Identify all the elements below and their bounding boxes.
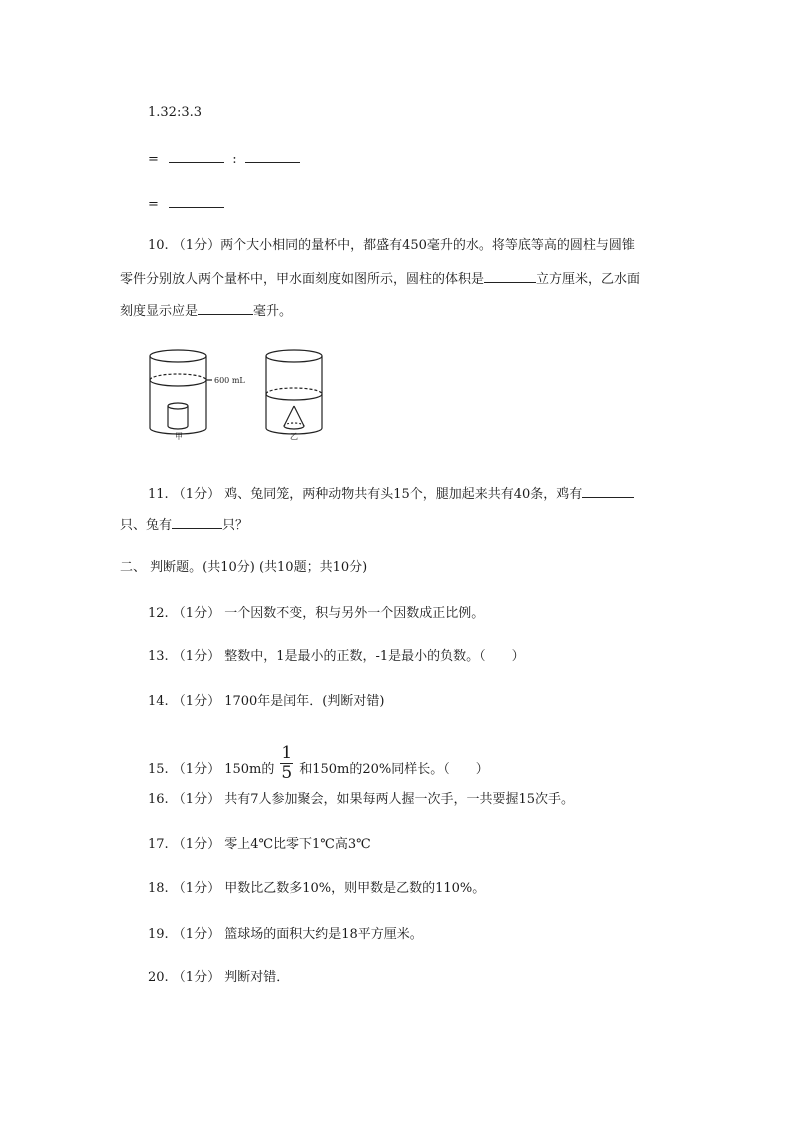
- q10-line-3: [120, 302, 292, 320]
- question-19: 19. （1分） 篮球场的面积大约是18平方厘米。: [148, 927, 423, 942]
- equals-sign: =: [148, 152, 159, 167]
- question-16: 16. （1分） 共有7人参加聚会，如果每两人握一次手，一共要握15次手。: [148, 792, 575, 807]
- cup-jia-label: 甲: [175, 432, 183, 440]
- q11-text-a: 11. （1分） 鸡、兔同笼，两种动物共有头15个，腿加起来共有40条，鸡有: [148, 487, 583, 502]
- ratio-step-2: [148, 195, 224, 213]
- ratio-step-1: [148, 150, 300, 168]
- q11-blank-rabbit[interactable]: [172, 516, 222, 529]
- q10-blank-ml[interactable]: [198, 302, 253, 315]
- question-15: [148, 743, 489, 788]
- section-2-heading: 二、 判断题。(共10分) (共10题；共10分): [120, 560, 368, 575]
- q10-line-1: 10. （1分）两个大小相同的量杯中，都盛有450毫升的水。将等底等高的圆柱与圆锥: [148, 238, 635, 253]
- ratio-colon: :: [232, 152, 237, 167]
- ratio-blank-3[interactable]: [169, 195, 224, 208]
- measuring-cups-figure: [148, 348, 338, 440]
- ratio-blank-1[interactable]: [169, 150, 224, 163]
- q10-line-2: [120, 270, 640, 288]
- question-13: 13. （1分） 整数中，1是最小的正数，-1是最小的负数。（ ）: [148, 649, 525, 664]
- ratio-blank-2[interactable]: [245, 150, 300, 163]
- measuring-cups-svg: [148, 348, 338, 440]
- q10-text-d: 毫升。: [253, 304, 293, 319]
- q10-text-b: 立方厘米，乙水面: [536, 272, 641, 287]
- question-20: 20. （1分） 判断对错．: [148, 970, 290, 985]
- q15-text-a: 15. （1分） 150m的: [148, 762, 275, 777]
- mark-label: 600 mL: [214, 376, 245, 385]
- cup-jia: [150, 350, 212, 434]
- cup-yi-label: 乙: [290, 432, 298, 440]
- q15-text-b: 和150m的20%同样长。（ ）: [299, 762, 489, 777]
- q11-line-1: [148, 485, 634, 503]
- q10-text-a: 零件分别放人两个量杯中，甲水面刻度如图所示，圆柱的体积是: [120, 272, 485, 287]
- ratio-expression: 1.32:3.3: [148, 105, 202, 120]
- q11-text-b: 只、兔有: [120, 518, 173, 533]
- equals-sign: =: [148, 197, 159, 212]
- q11-text-c: 只？: [222, 518, 249, 533]
- q10-blank-volume[interactable]: [484, 270, 536, 283]
- question-14: 14. （1分） 1700年是闰年．(判断对错): [148, 694, 385, 709]
- question-12: 12. （1分） 一个因数不变，积与另外一个因数成正比例。: [148, 606, 485, 621]
- q11-blank-chicken[interactable]: [582, 485, 634, 498]
- fraction-denominator: 5: [281, 763, 293, 783]
- q10-text-c: 刻度显示应是: [120, 304, 199, 319]
- cup-yi: [266, 350, 322, 434]
- fraction-one-fifth: [280, 745, 293, 782]
- q11-line-2: [120, 516, 248, 534]
- question-18: 18. （1分） 甲数比乙数多10%，则甲数是乙数的110%。: [148, 881, 486, 896]
- fraction-numerator: 1: [281, 743, 293, 763]
- question-17: 17. （1分） 零上4℃比零下1℃高3℃: [148, 837, 371, 852]
